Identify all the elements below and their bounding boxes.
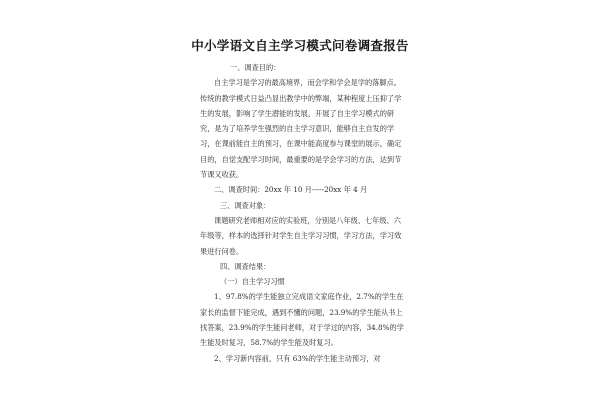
paragraph-result-2: 2、学习新内容前，只有 63%的学生能主动预习，对 [214, 353, 381, 363]
section-heading-results: 四、调查结果： [220, 261, 271, 271]
paragraph-purpose: 自主学习是学习的最高境界，而会学和学会是学的落脚点。传统的教学模式日益凸显出教学中的弊端，某种程度上压抑了学生的发展，影响了学生潜能的发展，开展了自主学习模式的研究，是为了培养学生强烈的自主学习意识，能够自主自发的学习，在课前能自主的预习，在课中能高度参与课堂的展示，确定目的，自觉支配学习时间，最重要的是学会学习的方法，达到节节课又收获。 [200, 78, 402, 180]
document-title: 中小学语文自主学习模式问卷调查报告 [191, 38, 409, 53]
paragraph-subjects: 课题研究老师相对应的实验班，分别是八年级、七年级、六年级等，样本的选择针对学生自主学习习惯，学习方法，学习效果进行问卷。 [200, 215, 402, 256]
paragraph-result-1: 1、97.8%的学生能独立完成语文家庭作业，2.7%的学生在家长的监督下能完成，遇到不懂的问题，23.9%的学生能从书上找答案，23.9%的学生能问老师，对于学过的内容，34.8%的学生能及时复习，58.7%的学生能及时复习。 [200, 292, 404, 348]
document-body [200, 60, 405, 366]
subsection-heading-habits: （一）自主学习习惯 [220, 277, 285, 287]
section-heading-time: 二、调查时间：20xx 年 10 月-----20xx 年 4 月 [214, 185, 368, 195]
section-heading-purpose: 一、调查目的： [230, 63, 281, 72]
section-heading-subjects: 三、调查对象： [220, 200, 271, 210]
